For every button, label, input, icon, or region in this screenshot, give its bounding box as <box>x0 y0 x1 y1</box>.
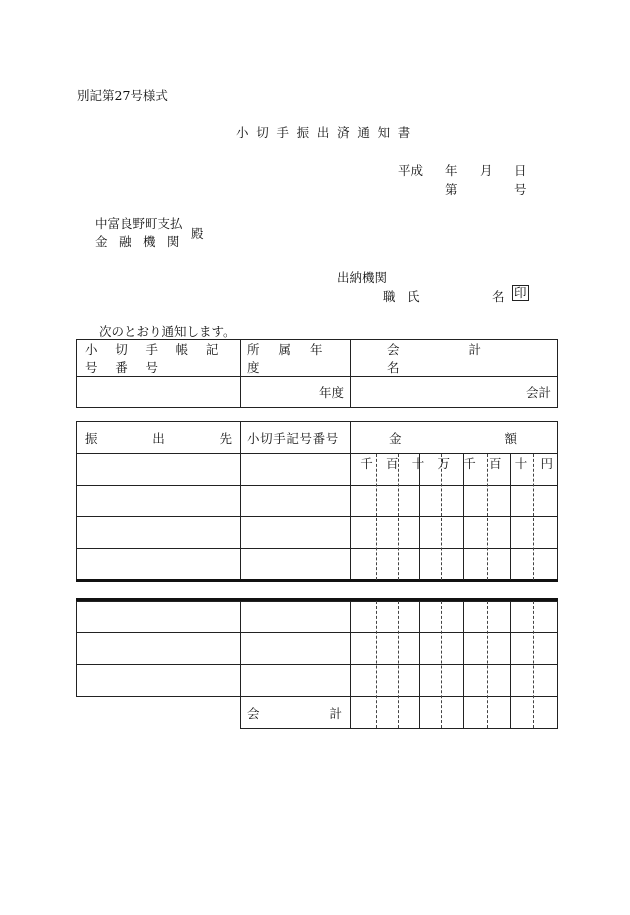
digit-divider <box>510 601 511 728</box>
digit-divider <box>487 454 488 580</box>
check-number-cell <box>241 517 351 549</box>
digit-divider <box>398 454 399 580</box>
amount-cell <box>351 517 558 549</box>
document-title: 小 切 手 振 出 済 通 知 書 <box>236 125 413 140</box>
digit-divider <box>376 601 377 728</box>
digit-label: 十 <box>514 456 528 471</box>
payee-cell <box>77 454 241 486</box>
header-account-name: 会 計 名 <box>351 340 558 377</box>
amount-cell <box>351 486 558 517</box>
digit-divider <box>463 601 464 728</box>
digit-label: 千 <box>463 456 476 471</box>
cut-line-top <box>76 579 558 582</box>
issued-checks-table-continued <box>76 601 558 729</box>
payee-cell <box>77 486 241 517</box>
check-number-cell <box>241 549 351 581</box>
header-fiscal-year: 所 属 年 度 <box>241 340 351 377</box>
issuer-name-label: 名 <box>492 289 505 304</box>
amount-cell <box>351 665 558 697</box>
empty-corner <box>77 697 241 729</box>
total-amount-cell <box>351 697 558 729</box>
date-month: 月 <box>480 163 493 178</box>
digit-divider <box>419 601 420 728</box>
issuer-org: 出納機関 <box>337 270 388 285</box>
recipient-line1: 中富良野町支払 <box>95 216 183 231</box>
digit-label: 円 <box>540 456 553 471</box>
check-info-table <box>76 339 558 408</box>
digit-label-row <box>351 454 558 486</box>
amount-cell <box>351 633 558 665</box>
digit-divider <box>533 454 534 580</box>
digit-label: 千 <box>360 456 373 471</box>
seal-mark: 印 <box>514 285 527 300</box>
issued-checks-table <box>76 421 558 581</box>
number-prefix: 第 <box>445 182 458 197</box>
recipient-honorific: 殿 <box>191 226 204 241</box>
header-check-number: 小切手記号番号 <box>241 422 351 454</box>
header-payee: 振 出 先 <box>77 422 241 454</box>
date-year: 年 <box>445 163 458 178</box>
digit-divider <box>441 601 442 728</box>
digit-divider <box>487 601 488 728</box>
check-number-cell <box>241 602 351 633</box>
account-name-value: 会計 <box>351 377 558 408</box>
digit-divider <box>376 454 377 580</box>
digit-label: 十 <box>411 456 425 471</box>
recipient-line2: 金 融 機 関 <box>95 234 184 249</box>
check-number-cell <box>241 633 351 665</box>
digit-divider <box>441 454 442 580</box>
check-number-cell <box>241 665 351 697</box>
digit-divider <box>510 454 511 580</box>
date-era: 平成 <box>398 163 424 178</box>
header-check-book-number: 小 切 手 帳 記 号 番 号 <box>77 340 241 377</box>
date-day: 日 <box>514 163 527 178</box>
digit-divider <box>419 454 420 580</box>
payee-cell <box>77 633 241 665</box>
fiscal-year-value: 年度 <box>241 377 351 408</box>
check-number-cell <box>241 486 351 517</box>
amount-cell <box>351 549 558 581</box>
digit-divider <box>398 601 399 728</box>
digit-divider <box>463 454 464 580</box>
digit-label: 百 <box>488 456 502 471</box>
header-amount: 金 額 <box>351 422 558 454</box>
check-book-number-value <box>77 377 241 408</box>
payee-cell <box>77 549 241 581</box>
amount-cell <box>351 602 558 633</box>
number-suffix: 号 <box>514 182 527 197</box>
total-label: 会 計 <box>241 697 351 729</box>
payee-cell <box>77 665 241 697</box>
payee-cell <box>77 517 241 549</box>
digit-label: 百 <box>385 456 399 471</box>
payee-cell <box>77 602 241 633</box>
intro-text: 次のとおり通知します。 <box>99 324 236 339</box>
digit-divider <box>533 601 534 728</box>
issuer-position: 職 氏 <box>383 289 424 304</box>
digit-label: 万 <box>437 456 450 471</box>
check-number-cell <box>241 454 351 486</box>
form-number: 別記第27号様式 <box>77 88 168 103</box>
